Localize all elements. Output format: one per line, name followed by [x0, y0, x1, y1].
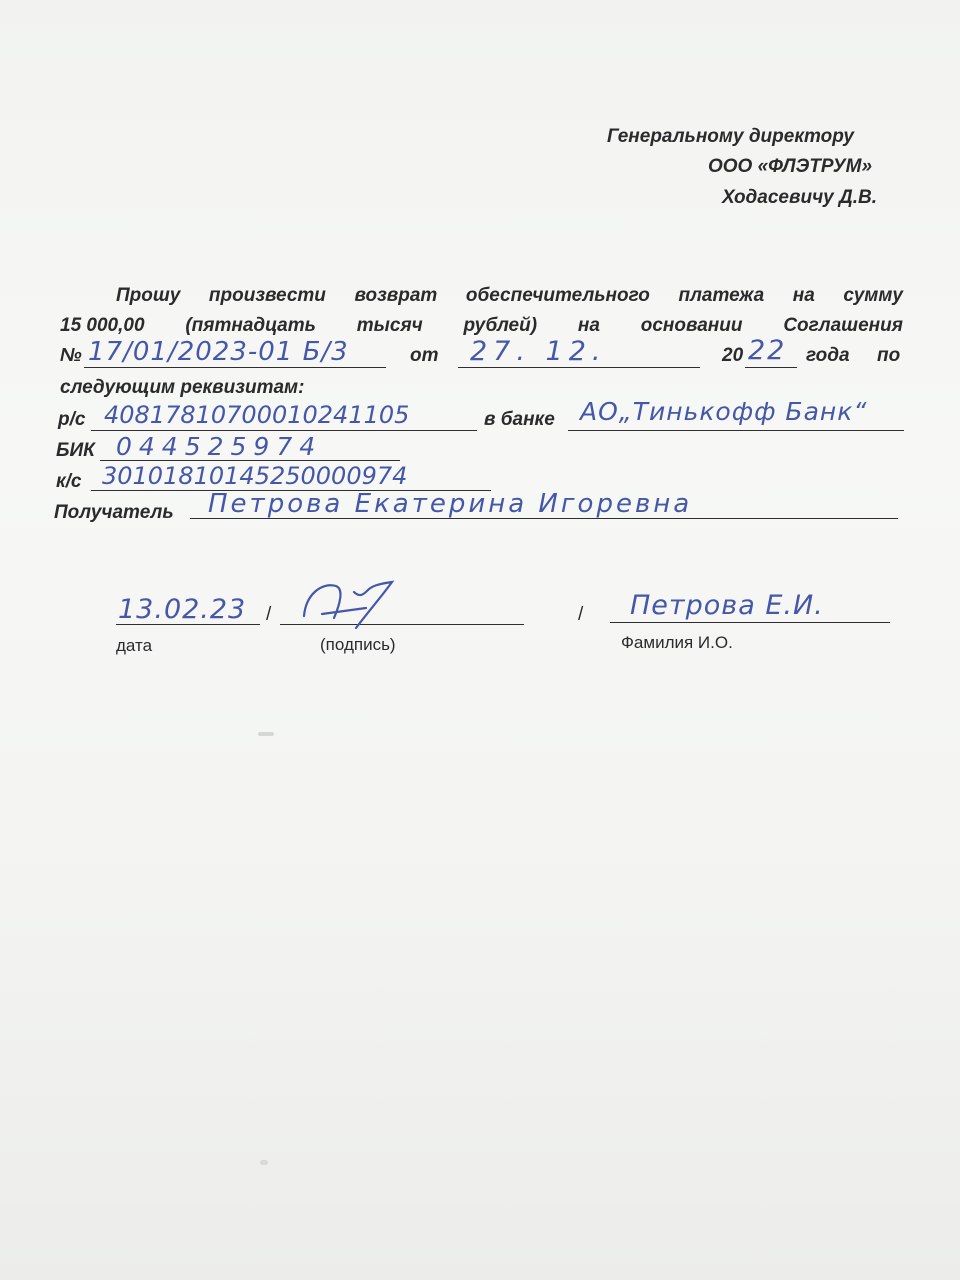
recipient-handwritten: Петрова Екатерина Игоревна	[208, 489, 693, 519]
details-heading: следующим реквизитам:	[60, 377, 305, 398]
word: на	[577, 315, 600, 336]
corr-account-label: к/с	[56, 471, 82, 492]
word: рублей)	[463, 315, 538, 336]
word: Соглашения	[783, 315, 903, 336]
recipient-label: Получатель	[54, 502, 174, 523]
word: произвести	[208, 285, 326, 306]
bank-label: в банке	[484, 409, 555, 430]
year-label: года	[806, 345, 850, 366]
addressee-position: Генеральному директору	[607, 126, 854, 147]
agreement-number-handwritten: 17/01/2023-01 Б/3	[88, 337, 349, 367]
word: возврат	[354, 285, 438, 306]
by-label: по	[877, 345, 901, 366]
year-line	[745, 367, 797, 368]
bik-label: БИК	[56, 440, 95, 461]
from-label: от	[410, 345, 439, 366]
word: Прошу	[116, 285, 181, 306]
account-line	[91, 430, 477, 431]
year-prefix: 20	[722, 345, 744, 366]
signature	[296, 574, 416, 634]
name-line	[610, 622, 890, 623]
number-label: №	[60, 345, 82, 366]
word: основании	[640, 315, 743, 336]
bik-handwritten: 044525974	[116, 432, 323, 461]
body-line-2	[60, 315, 903, 337]
bank-handwritten: АО„Тинькофф Банк“	[580, 397, 868, 426]
corr-account-handwritten: 30101810145250000974	[102, 462, 408, 490]
word: платежа	[678, 285, 765, 306]
agreement-number-line	[84, 367, 386, 368]
paper-speck	[260, 1160, 268, 1165]
account-label: р/с	[58, 409, 86, 430]
addressee-name: Ходасевичу Д.В.	[722, 187, 878, 208]
name-caption: Фамилия И.О.	[621, 633, 733, 652]
name-separator: /	[578, 604, 584, 625]
agreement-date-handwritten: 27. 12.	[470, 336, 607, 367]
word: 15 000,00	[60, 315, 145, 336]
paper-speck	[258, 732, 274, 736]
signature-caption: (подпись)	[320, 635, 396, 654]
date-caption: дата	[116, 636, 153, 655]
bank-line	[568, 430, 904, 431]
word: (пятнадцать	[185, 315, 316, 336]
date-handwritten: 13.02.23	[118, 594, 247, 625]
account-handwritten: 40817810700010241105	[104, 401, 410, 429]
word: тысяч	[356, 315, 423, 336]
addressee-company: ООО «ФЛЭТРУМ»	[708, 156, 873, 177]
body-line-1	[116, 285, 903, 307]
date-separator: /	[266, 604, 272, 625]
word: на	[792, 285, 815, 306]
word: обеспечительного	[465, 285, 650, 306]
year-suffix-handwritten: 22	[748, 335, 787, 366]
word: сумму	[843, 285, 903, 306]
agreement-date-line	[458, 367, 700, 368]
name-handwritten: Петрова Е.И.	[630, 590, 824, 621]
